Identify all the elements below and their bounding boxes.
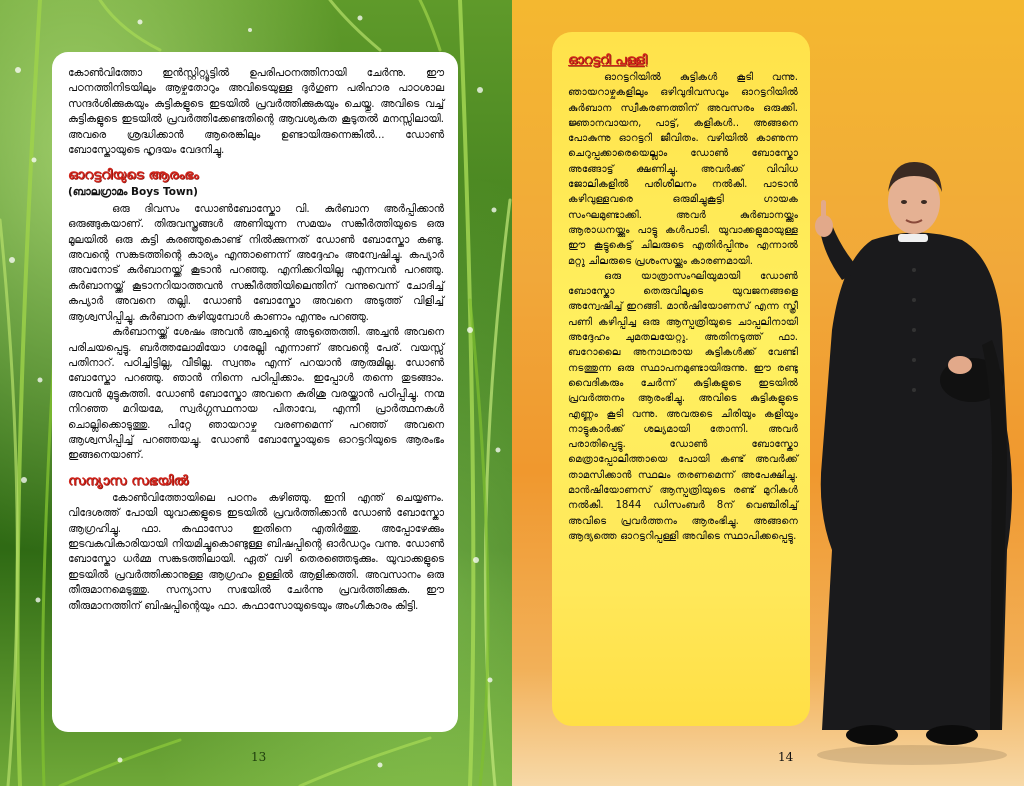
oratory-paragraph-1: ഒരു ദിവസം ഡോൺബോസ്കോ വി. കുർബാന അർപ്പിക്കാൻ ഒരുങ്ങുകയാണ്. തിരുവസ്ത്രങ്ങൾ അണിയുന്ന സമയം സങ്കീർത്തിയുടെ ഒരു മൂലയിൽ ഒരു കുട്ടി കരഞ്ഞുകൊണ്ട് നിൽക്കുന്നത് ഡോൺ ബോസ്കോ കണ്ടു. അവന്റെ സങ്കടത്തിന്റെ കാര്യം എന്താണെന്ന് അദ്ദേഹം അന്വേഷിച്ചു. കപ്യാർ അവനോട് കുർബാനയ്ക്ക് കൂടാൻ പറഞ്ഞു. എനിക്കറിയില്ല എന്നവൻ പറഞ്ഞു. കുർബാനയ്ക്ക് കൂടാനറിയാത്തവൻ സങ്കീർത്തിയിലെന്തിന് വന്നുവെന്ന് ചോദിച്ച് കപ്യാർ അവനെ തല്ലി. ഡോൺ ബോസ്കോ അവനെ അടുത്ത് വിളിച്ച് ആശ്വസിപ്പിച്ചു. കുർബാന കഴിയുമ്പോൾ കാണാം എന്നും പറഞ്ഞു. <box>68 202 444 323</box>
right-page <box>512 0 1024 786</box>
oratory-church-paragraph-2: ഒരു യാത്രാസംഘിയുമായി ഡോൺ ബോസ്കോ തെരുവിലൂടെ യുവജനങ്ങളെ അന്വേഷിച്ച് ഇറങ്ങി. മാൻഷിയോണസ് എന്ന സ്ത്രീ പണി കഴിപ്പിച്ച ഒരു ആസ്പത്രിയുടെ ചാപ്പലിനായി അദ്ദേഹം ചുമതലയേറ്റു. അതിനടുത്ത് ഫാ. ബറോലൈ അനാഥരായ കുട്ടികൾക്ക് വേണ്ടി നടത്തുന്ന ഒരു സ്ഥാപനമുണ്ടായിരുന്നു. ഈ രണ്ടു വൈദികരും ചേർന്ന് കുട്ടികളുടെ ഇടയിൽ പ്രവർത്തനം ആരംഭിച്ചു. അവിടെ കുട്ടികളുടെ എണ്ണം കൂടി വന്നു. അവരുടെ ചിരിയും കളിയും നാട്ടുകാർക്ക് ശല്യമായി തോന്നി. അവർ പരാതിപ്പെട്ടു. ഡോൺ ബോസ്കോ മെത്രാപ്പോലീത്തായെ പോയി കണ്ട് അവർക്ക് താമസിക്കാൻ സ്ഥലം തരണമെന്ന് അപേക്ഷിച്ചു. മാൻഷിയോണസ് ആസ്പത്രിയുടെ രണ്ട് മുറികൾ നൽകി. 1844 ഡിസംബർ 8ന് വെഞ്ചിരിച്ച് അവിടെ പ്രവർത്തനം ആരംഭിച്ചു. അങ്ങനെ ആദ്യത്തെ ഓറട്ടറിപ്പള്ളി അവിടെ സ്ഥാപിക്കപ്പെട്ടു. <box>568 270 798 542</box>
section-subheading-boys-town: (ബാലഗ്രാമം Boys Town) <box>68 186 198 199</box>
right-text-card <box>552 32 810 726</box>
oratory-paragraph-2: കുർബാനയ്ക്ക് ശേഷം അവൻ അച്ചന്റെ അടുത്തെത്തി. അച്ചൻ അവനെ പരിചയപ്പെട്ടു. ബർത്തലോമിയോ ഗരേല്ലി എന്നാണ് അവന്റെ പേര്. വയസ്സ് പതിനാറ്. പഠിച്ചിട്ടില്ല, വീടില്ല. സ്വന്തം എന്ന് പറയാൻ ആരുമില്ല. ഡോൺ ബോസ്കോ പറഞ്ഞു. ഞാൻ നിന്നെ പഠിപ്പിക്കാം. ഇപ്പോൾ തന്നെ തുടങ്ങാം. അവൻ മുട്ടുകുത്തി. ഡോൺ ബോസ്കോ അവനെ കുരിശു വരയ്ക്കാൻ പഠിപ്പിച്ചു. നന്മ നിറഞ്ഞ മറിയമേ, സ്വർഗ്ഗസ്ഥനായ പിതാവേ, എന്നീ പ്രാർത്ഥനകൾ ചൊല്ലിക്കൊടുത്തു. പിറ്റേ ഞായറാഴ്ച വരണമെന്ന് പറഞ്ഞ് അവനെ ആശ്വസിപ്പിച്ച് പറഞ്ഞയച്ചു. ഡോൺ ബോസ്കോയുടെ ഓറട്ടറിയുടെ ആരംഭം ഇങ്ങനെയാണ്. <box>68 326 444 462</box>
section-heading-oratory-church: ഓറട്ടറി പള്ളി <box>568 53 648 68</box>
religious-order-paragraph: കോൺവിത്തോയിലെ പഠനം കഴിഞ്ഞു. ഇനി എന്ത് ചെയ്യണം. വിദേശത്ത് പോയി യുവാക്കളുടെ ഇടയിൽ പ്രവർത്തിക്കാൻ ഡോൺ ബോസ്കോ ആഗ്രഹിച്ചു. ഫാ. കഫാസോ ഇതിനെ എതിർത്തു. അപ്പോഴേക്കും ഇടവകവികാരിയായി നിയമിച്ചുകൊണ്ടുള്ള ബിഷപ്പിന്റെ ഓർഡറും വന്നു. ഡോൺ ബോസ്കോ ധർമ്മ സങ്കടത്തിലായി. ഏത് വഴി തെരഞ്ഞെടുക്കും. യുവാക്കളുടെ ഇടയിൽ പ്രവർത്തിക്കാനുള്ള ആഗ്രഹം ഉള്ളിൽ ആളിക്കത്തി. അവസാനം ഒരു തീരുമാനമെടുത്തു. സന്യാസ സഭയിൽ ചേർന്നു പ്രവർത്തിക്കുക. ഈ തീരുമാനത്തിന് ബിഷപ്പിന്റെയും ഫാ. കഫാസോയുടെയും അംഗീകാരം കിട്ടി. <box>68 491 444 612</box>
section-heading-oratory-beginning: ഓറട്ടറിയുടെ ആരംഭം <box>68 167 199 184</box>
section-heading-religious-order: സന്യാസ സഭയിൽ <box>68 472 189 489</box>
intro-paragraph: കോൺവിത്തോ ഇൻസ്റ്റിറ്റ്യൂട്ടിൽ ഉപരിപഠനത്തിനായി ചേർന്നു. ഈ പഠനത്തിനിടയിലും ആഴ്ചതോറും അവിടെയുള്ള ദുർഗുണ പരിഹാര പാഠശാല സന്ദർശിക്കുകയും കുട്ടികളുടെ ഇടയിൽ പ്രവർത്തിക്കുകയും ചെയ്തു. അവിടെ വച്ച് കുട്ടികളുടെ ഇടയിൽ പ്രവർത്തിക്കേണ്ടതിന്റെ ആവശ്യകത കൂടുതൽ മനസ്സിലായി. അവരെ ശ്രദ്ധിക്കാൻ ആരെങ്കിലും ഉണ്ടായിരുന്നെങ്കിൽ... ഡോൺ ബോസ്കോയുടെ ഹൃദയം വേദനിച്ചു. <box>68 67 444 157</box>
left-text-card <box>52 52 458 732</box>
page-number-left: 13 <box>251 750 267 764</box>
don-bosco-portrait-image <box>802 130 1024 770</box>
page-number-right: 14 <box>778 750 794 764</box>
oratory-church-paragraph-1: ഓറട്ടറിയിൽ കുട്ടികൾ കൂടി വന്നു. ഞായറാഴ്ചകളിലും ഒഴിവുദിവസവും ഓറട്ടറിയിൽ കുർബാന സ്വീകരണത്തിന് അവസരം ഒരുക്കി. ജ്ഞാനവായന, പാട്ട്, കളികൾ.. അങ്ങനെ പോകുന്നു ഓറട്ടറി ജീവിതം. വഴിയിൽ കാണുന്ന ചെറുപ്പക്കാരെയെല്ലാം ഡോൺ ബോസ്കോ അങ്ങോട്ട് ക്ഷണിച്ചു. അവർക്ക് വിവിധ ജോലികളിൽ പരിശീലനം നൽകി. പാടാൻ കഴിവുള്ളവരെ ഒരുമിച്ചുകൂട്ടി ഗായക സംഘമുണ്ടാക്കി. അവർ കുർബാനയ്ക്കും ആരാധനയ്ക്കും പാട്ടു കൾപാടി. യുവാക്കളുമായുള്ള ഈ കൂട്ടുകെട്ട് ചിലരുടെ എതിർപ്പിനും എന്നാൽ മറ്റു ചിലരുടെ പ്രശംസയ്ക്കും കാരണമായി. <box>568 72 798 267</box>
